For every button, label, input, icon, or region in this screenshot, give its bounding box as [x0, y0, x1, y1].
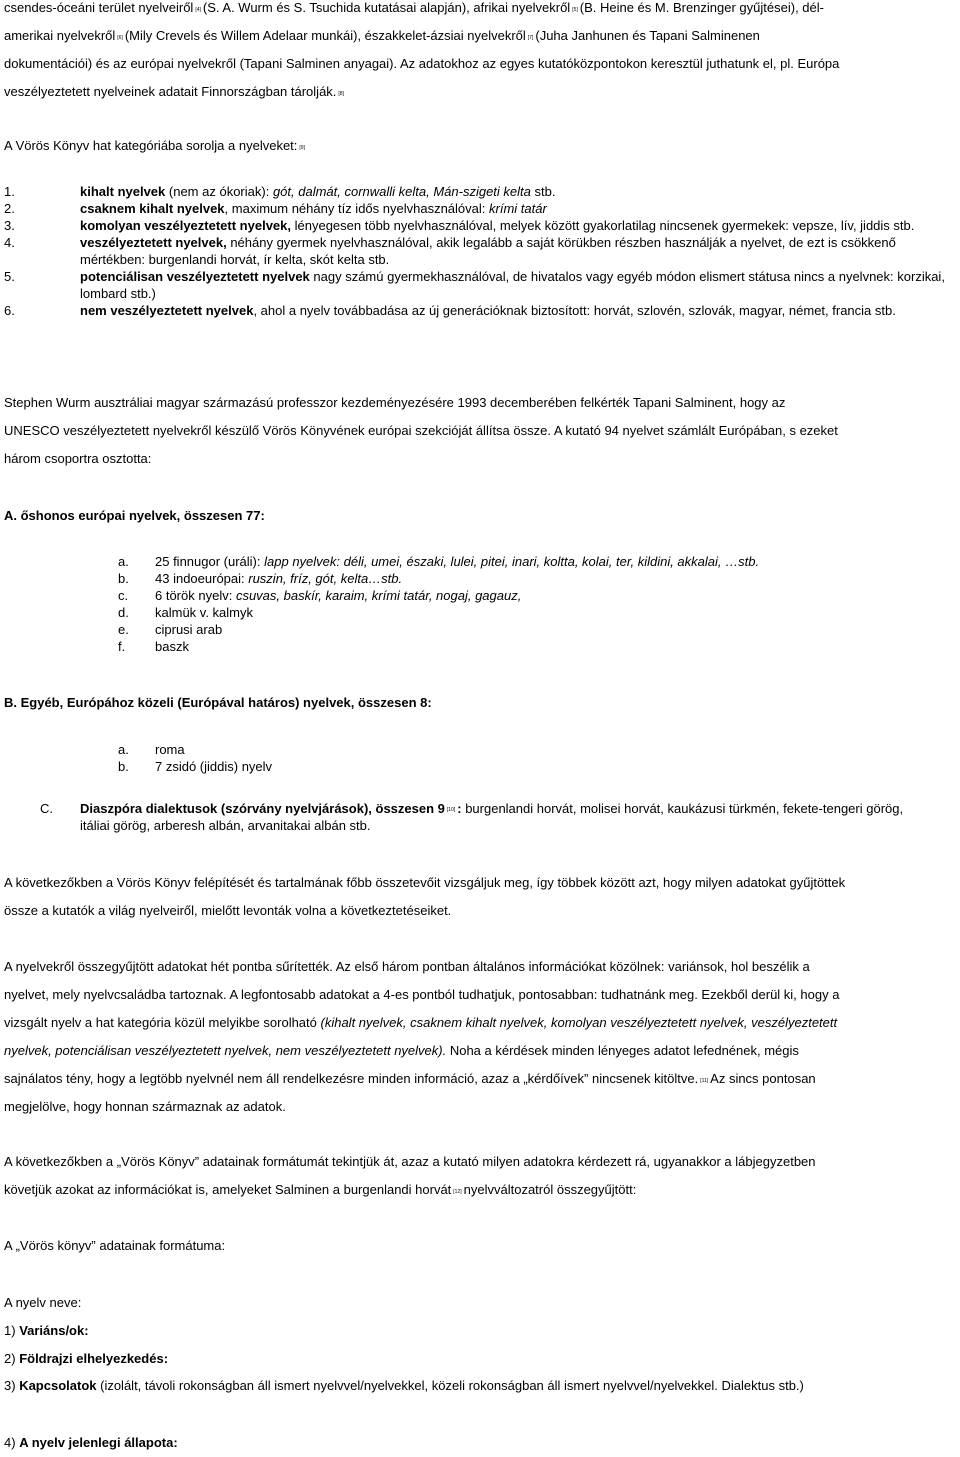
- group-b-heading: B. Egyéb, Európához közeli (Európával határos) nyelvek, összesen 8:: [4, 695, 432, 710]
- footnote-ref[interactable]: [4]: [195, 7, 201, 13]
- list-item: d. kalmük v. kalmyk: [118, 605, 253, 620]
- list-item: a. roma: [118, 742, 185, 757]
- footnote-ref[interactable]: [8]: [338, 91, 344, 97]
- data-paragraph: A nyelvekről összegyűjtött adatokat hét pontba sűrítették. Az első három pontban általános információkat közölnek: variánsok, hol beszélik a nyelvet, mely nyelvcsaládba tartoznak. A legfontosabb adatokat a 4-es pontból tudhatjuk, pontosabban: tudhatnánk meg. Ezekből derül ki, hogy a vizsgált nyelv a hat kategória közül melyikbe sorolható (kihalt nyelvek, csaknem kihalt nyelvek, komolyan veszélyeztetett nyelvek, veszélyeztetett nyelvek, potenciálisan veszélyeztetett nyelvek, nem veszélyeztetett nyelvek). Noha a kérdések minden lényeges adatot lefednének, mégis sajnálatos tény, hogy a legtöbb nyelvnél nem áll rendelkezésre minden információ, azaz a „kérdőívek” nincsenek kitöltve. [11] Az sincs pontosan megjelölve, hogy honnan származnak az adatok.: [4, 959, 840, 1114]
- footnote-ref[interactable]: [10]: [446, 807, 456, 813]
- list-item: 2. csaknem kihalt nyelvek, maximum néhány tíz idős nyelvhasználóval: krími tatár: [4, 201, 547, 216]
- group-a-list: [118, 553, 948, 655]
- list-item: c. 6 török nyelv: csuvas, baskír, karaim, krími tatár, nogaj, gagauz,: [118, 588, 522, 603]
- category-list: [4, 183, 948, 319]
- format-paragraph: A következőkben a „Vörös Könyv” adatainak formátumát tekintjük át, azaz a kutató milyen adatokra kérdezett rá, ugyanakkor a lábjegyzetben követjük azokat az információkat is, amelyeket Salminen a burgenlandi horvát [12] nyelvváltozatról összegyűjtött:: [4, 1154, 816, 1197]
- footnote-ref[interactable]: [12]: [453, 1189, 462, 1195]
- footnote-ref[interactable]: [7]: [527, 35, 534, 41]
- intro-line: csendes-óceáni terület nyelveiről [4] (S. A. Wurm és S. Tsuchida kutatásai alapján), afrikai nyelvekről [5] (B. Heine és M. Brenzinger gyűjtései), dél-: [4, 0, 824, 15]
- group-b-list: [118, 741, 948, 775]
- intro-line: amerikai nyelvekről [6] (Mily Crevels és Willem Adelaar munkái), északkelet-ázsiai nyelvekről [7] (Juha Janhunen és Tapani Salminenen: [4, 28, 760, 43]
- field-location: 2) Földrajzi elhelyezkedés:: [4, 1351, 169, 1366]
- list-item: 4. veszélyeztetett nyelvek, néhány gyermek nyelvhasználóval, akik legalább a saját körükben részben használják a nyelvet, de ezt is csökkenő mértékben: burgenlandi horvát, ír kelta, skót kelta stb.: [4, 235, 896, 267]
- language-name-label: A nyelv neve:: [4, 1295, 82, 1310]
- list-item: f. baszk: [118, 639, 189, 654]
- intro-line: veszélyeztetett nyelveinek adatait Finnországban tárolják. [8]: [4, 84, 344, 99]
- field-variants: 1) Variáns/ok:: [4, 1323, 89, 1338]
- list-item: e. ciprusi arab: [118, 622, 223, 637]
- list-item: 5. potenciálisan veszélyeztetett nyelvek nagy számú gyermekhasználóval, de hivatalos vagy egyéb módon elismert státusa nincs a nyelvnek: korzikai, lombard stb.): [4, 269, 945, 301]
- list-item: 3. komolyan veszélyeztetett nyelvek, lényegesen több nyelvhasználóval, melyek között gyakorlatilag nincsenek gyermekek: vepsze, lív, jiddis stb.: [4, 218, 915, 233]
- categories-intro: A Vörös Könyv hat kategóriába sorolja a nyelveket: [9]: [4, 138, 305, 153]
- field-status: 4) A nyelv jelenlegi állapota:: [4, 1435, 178, 1450]
- list-item: a. 25 finnugor (uráli): lapp nyelvek: déli, umei, északi, lulei, pitei, inari, koltta, kolai, ter, kildini, akkalai, …stb.: [118, 554, 760, 569]
- footnote-ref[interactable]: [11]: [700, 1078, 709, 1084]
- list-item: b. 7 zsidó (jiddis) nyelv: [118, 759, 273, 774]
- wurm-paragraph: Stephen Wurm ausztráliai magyar származású professzor kezdeményezésére 1993 decemberében felkérték Tapani Salminent, hogy az UNESCO veszélyeztetett nyelvekről készülő Vörös Könyvének európai szekcióját állítsa össze. A kutató 94 nyelvet számlált Európában, s ezeket három csoportra osztotta:: [4, 395, 838, 466]
- list-item: 6. nem veszélyeztetett nyelvek, ahol a nyelv továbbadása az új generációknak biztosított: horvát, szlovén, szlovák, magyar, német, francia stb.: [4, 303, 896, 318]
- footnote-ref[interactable]: [6]: [117, 35, 123, 41]
- intro-paragraph: [4, 0, 956, 106]
- footnote-ref[interactable]: [9]: [299, 145, 305, 151]
- intro-line: dokumentációi) és az európai nyelvekről (Tapani Salminen anyagai). Az adatokhoz az egyes kutatóközpontokon keresztül juthatunk el, pl. Európa: [4, 56, 840, 71]
- format-title: A „Vörös könyv” adatainak formátuma:: [4, 1238, 226, 1253]
- group-c-item: C. Diaszpóra dialektusok (szórvány nyelvjárások), összesen 9 [10] : burgenlandi horvát, molisei horvát, kaukázusi türkmén, fekete-tengeri görög, itáliai görög, arberesh albán, arvanitakai albán stb.: [40, 801, 904, 833]
- next-paragraph: A következőkben a Vörös Könyv felépítését és tartalmának főbb összetevőit vizsgáljuk meg, így többek között azt, hogy milyen adatokat gyűjtöttek össze a kutatók a világ nyelveiről, mielőtt levonták volna a következtetéseiket.: [4, 875, 846, 918]
- field-relations: 3) Kapcsolatok (izolált, távoli rokonságban áll ismert nyelvvel/nyelvekkel, közeli rokonságban áll ismert nyelvvel/nyelvekkel. Dialektus stb.): [4, 1378, 804, 1393]
- list-item: b. 43 indoeurópai: ruszin, fríz, gót, kelta…stb.: [118, 571, 403, 586]
- group-a-heading: A. őshonos európai nyelvek, összesen 77:: [4, 508, 265, 523]
- footnote-ref[interactable]: [5]: [572, 7, 578, 13]
- list-item: 1. kihalt nyelvek (nem az ókoriak): gót, dalmát, cornwalli kelta, Mán-szigeti kelta stb.: [4, 184, 556, 199]
